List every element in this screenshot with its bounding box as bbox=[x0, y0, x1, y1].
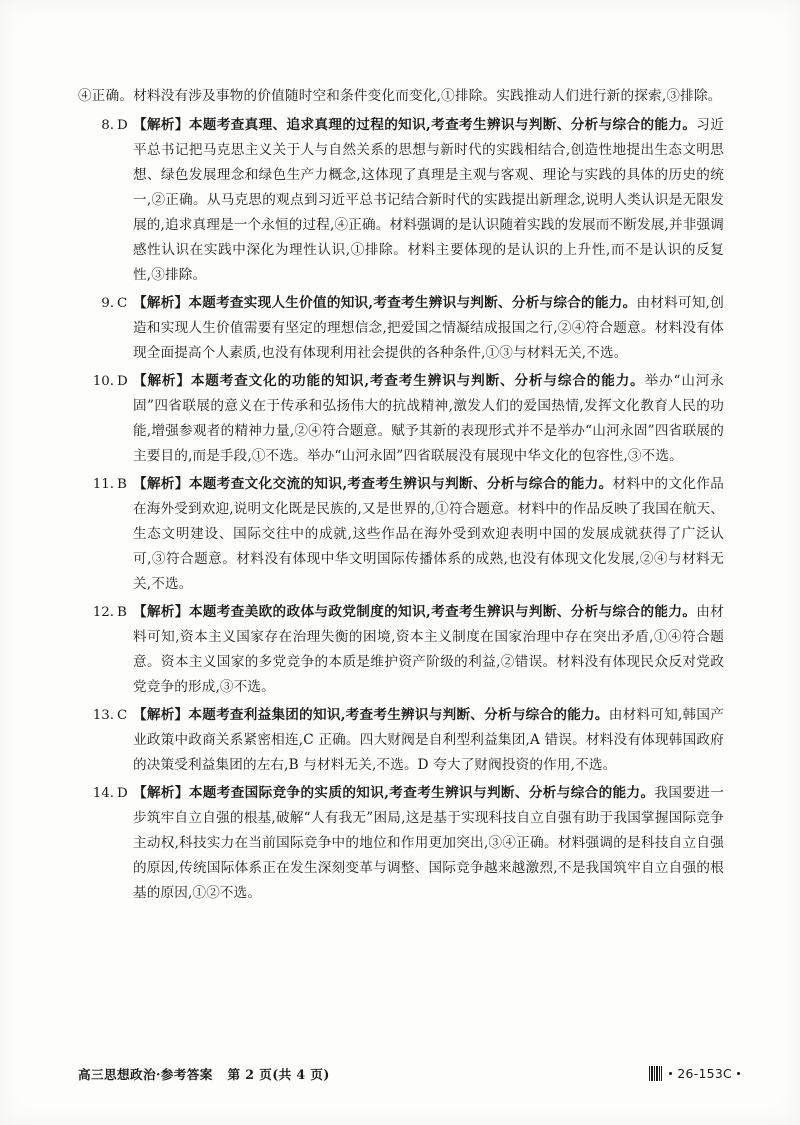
entry-text: 习近平总书记把马克思主义关于人与自然关系的思想与新时代的实践相结合,创造性地提出生态文明思想、绿色发展理念和绿色生产力概念,这体现了真理是主观与客观、理论与实践的具体的历史的统一,②正确。从马克思的观点到习近平总书记结合新时代的实践提出新理念,说明人类认识是无限发展的,追求真理是一个永恒的过程,④正确。材料强调的是认识随着实践的发展而不断发展,并非强调感性认识在实践中深化为理性认识,①排除。材料主要体现的是认识的上升性,而不是认识的反复性,③排除。 bbox=[133, 116, 724, 283]
entry-lead: 本题考查国际竞争的实质的知识,考查考生辨识与判断、分析与综合的能力。 bbox=[188, 784, 655, 801]
answer-entry bbox=[78, 781, 724, 906]
entry-lead: 本题考查真理、追求真理的过程的知识,考查考生辨识与判断、分析与综合的能力。 bbox=[188, 116, 697, 133]
page-footer bbox=[78, 1064, 740, 1083]
entry-answer: D bbox=[117, 117, 128, 133]
entry-text: 由材料可知,韩国产业政策中政商关系紧密相连,C 正确。四大财阀是自利型利益集团,A 错误。材料没有体现韩国政府的决策受利益集团的左右,B 与材料无关,不选。D 夸大了财阀投资的作用,不选。 bbox=[133, 706, 724, 773]
analysis-tag: 【解析】 bbox=[133, 706, 189, 723]
entry-body bbox=[133, 369, 724, 469]
entry-lead: 本题考查实现人生价值的知识,考查考生辨识与判断、分析与综合的能力。 bbox=[188, 294, 637, 311]
entry-text: 举办“山河永固”四省联展的意义在于传承和弘扬伟大的抗战精神,激发人们的爱国热情,发挥文化教育人民的功能,增强参观者的精神力量,②④符合题意。赋予其新的表现形式并不是举办“山河永固”四省联展的主要目的,而是手段,①不选。举办“山河永固”四省联展没有展现中华文化的包容性,③不选。 bbox=[133, 372, 724, 464]
entry-body bbox=[133, 113, 724, 288]
entry-number: 11. bbox=[92, 476, 114, 492]
dot-icon bbox=[737, 1072, 740, 1075]
footer-title-group bbox=[78, 1064, 330, 1083]
entry-lead: 本题考查美欧的政体与政党制度的知识,考查考生辨识与判断、分析与综合的能力。 bbox=[188, 603, 697, 620]
entry-number: 12. bbox=[92, 604, 114, 620]
answer-entry bbox=[78, 291, 724, 366]
continuation-paragraph: ④正确。材料没有涉及事物的价值随时空和条件变化而变化,①排除。实践推动人们进行新的探索,③排除。 bbox=[78, 87, 722, 104]
barcode-icon bbox=[649, 1066, 662, 1081]
entry-body bbox=[133, 703, 724, 778]
entry-body bbox=[133, 781, 724, 906]
entry-answer: C bbox=[117, 295, 128, 311]
entry-answer: D bbox=[117, 373, 128, 389]
analysis-tag: 【解析】 bbox=[133, 475, 189, 492]
entry-number: 9. bbox=[101, 295, 114, 311]
analysis-tag: 【解析】 bbox=[133, 116, 189, 133]
dot-icon bbox=[669, 1072, 672, 1075]
entry-text: 我国要进一步筑牢自立自强的根基,破解“人有我无”困局,这是基于实现科技自立自强有助于我国掌握国际竞争主动权,科技实力在当前国际竞争中的地位和作用更加突出,③④正确。材料强调的是科技自立自强的原因,传统国际体系正在发生深刻变革与调整、国际竞争越来越激烈,不是我国筑牢自立自强的根基的原因,①②不选。 bbox=[133, 784, 724, 901]
answer-entry bbox=[78, 113, 724, 288]
entry-body bbox=[133, 472, 724, 597]
analysis-tag: 【解析】 bbox=[133, 603, 189, 620]
footer-code: 26-153C bbox=[677, 1066, 732, 1081]
footer-code-group bbox=[649, 1066, 740, 1081]
answer-entry bbox=[78, 600, 724, 700]
entry-text: 材料中的文化作品在海外受到欢迎,说明文化既是民族的,又是世界的,①符合题意。材料中的作品反映了我国在航天、生态文明建设、国际交往中的成就,这些作品在海外受到欢迎表明中国的发展成就获得了广泛认可,③符合题意。材料没有体现中华文明国际传播体系的成熟,也没有体现文化发展,②④与材料无关,不选。 bbox=[133, 475, 724, 592]
entry-body bbox=[133, 291, 724, 366]
entry-number: 14. bbox=[92, 785, 114, 801]
page-body bbox=[78, 84, 724, 906]
entry-text: 由材料可知,资本主义国家存在治理失衡的困境,资本主义制度在国家治理中存在突出矛盾,①④符合题意。资本主义国家的多党竞争的本质是维护资产阶级的利益,②错误。材料没有体现民众反对党政党竞争的形成,③不选。 bbox=[133, 603, 724, 695]
answer-entry bbox=[78, 703, 724, 778]
footer-title: 高三思想政治·参考答案 bbox=[78, 1067, 213, 1082]
entry-body bbox=[133, 600, 724, 700]
entry-answer: B bbox=[117, 476, 127, 492]
entry-number: 13. bbox=[92, 707, 114, 723]
entry-answer: D bbox=[117, 785, 128, 801]
analysis-tag: 【解析】 bbox=[133, 372, 191, 389]
entry-answer: C bbox=[117, 707, 128, 723]
entry-lead: 本题考查利益集团的知识,考查考生辨识与判断、分析与综合的能力。 bbox=[188, 706, 609, 723]
answer-entry bbox=[78, 369, 724, 469]
answer-entry bbox=[78, 472, 724, 597]
entry-text: 由材料可知,创造和实现人生价值需要有坚定的理想信念,把爱国之情凝结成报国之行,②④符合题意。材料没有体现全面提高个人素质,也没有体现利用社会提供的各种条件,①③与材料无关,不选。 bbox=[133, 294, 724, 361]
analysis-tag: 【解析】 bbox=[133, 784, 189, 801]
entry-number: 8. bbox=[101, 117, 114, 133]
analysis-tag: 【解析】 bbox=[133, 294, 189, 311]
entry-lead: 本题考查文化交流的知识,考查考生辨识与判断、分析与综合的能力。 bbox=[188, 475, 613, 492]
entry-number: 10. bbox=[92, 373, 114, 389]
entry-answer: B bbox=[117, 604, 127, 620]
footer-page-label: 第 2 页(共 4 页) bbox=[227, 1067, 330, 1082]
entry-lead: 本题考查文化的功能的知识,考查考生辨识与判断、分析与综合的能力。 bbox=[190, 372, 645, 389]
